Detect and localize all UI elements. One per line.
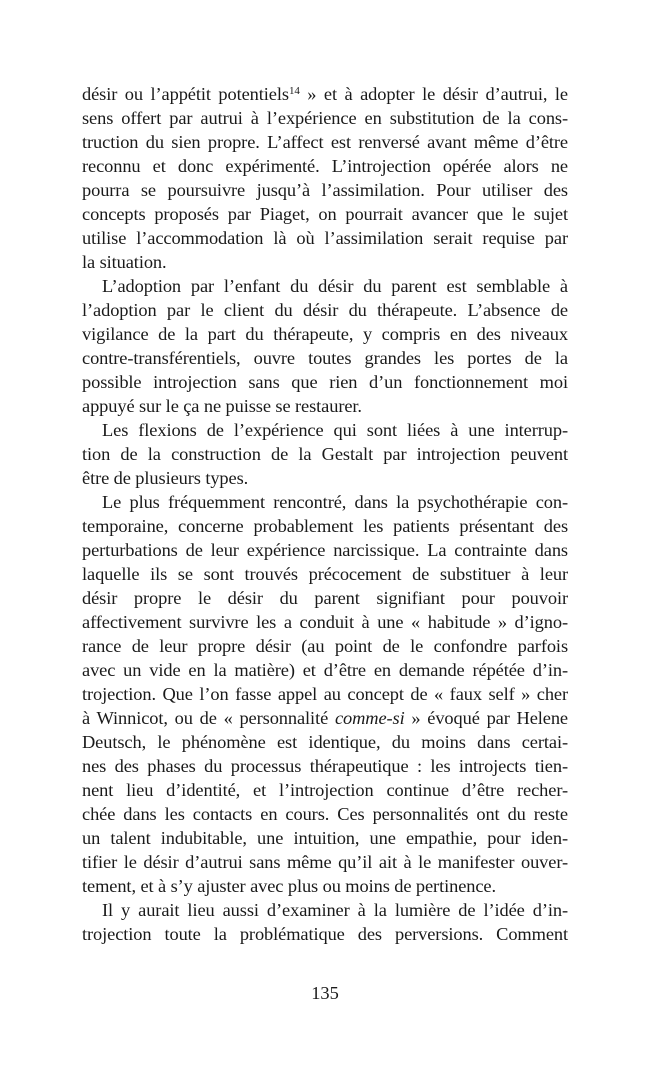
text-line: l’adoption par le client du désir du thérapeute. L’absence de bbox=[82, 300, 568, 320]
italic-term: comme-si bbox=[334, 708, 405, 728]
text-line: rance de leur propre désir (au point de le confondre parfois bbox=[82, 636, 568, 656]
text-line: contre-transférentiels, ouvre toutes grandes les portes de la bbox=[82, 348, 568, 368]
text-line: trojection toute la problématique des perversions. Comment bbox=[82, 924, 568, 944]
text-line: Les flexions de l’expérience qui sont liées à une interrup- bbox=[102, 420, 568, 440]
text-line: sens offert par autrui à l’expérience en substitution de la cons- bbox=[82, 108, 568, 128]
text-line: désir propre le désir du parent signifiant pour pouvoir bbox=[82, 588, 568, 608]
page-body bbox=[82, 82, 568, 946]
text-line: L’adoption par l’enfant du désir du parent est semblable à bbox=[102, 276, 568, 296]
text-line: reconnu et donc expérimenté. L’introjection opérée alors ne bbox=[82, 156, 568, 176]
text-line: temporaine, concerne probablement les patients présentant des bbox=[82, 516, 568, 536]
text-line: tement, et à s’y ajuster avec plus ou moins de pertinence. bbox=[82, 876, 496, 896]
text-line: pourra se poursuivre jusqu’à l’assimilation. Pour utiliser des bbox=[82, 180, 568, 200]
text-line: à Winnicot, ou de « personnalité comme-si » évoqué par Helene bbox=[82, 708, 568, 728]
text-line: avec un vide en la matière) et d’être en demande répétée d’in- bbox=[82, 660, 568, 680]
footnote-ref: 14 bbox=[288, 85, 300, 97]
text-line: perturbations de leur expérience narcissique. La contrainte dans bbox=[82, 540, 568, 560]
text-line: concepts proposés par Piaget, on pourrait avancer que le sujet bbox=[82, 204, 568, 224]
text-line: Le plus fréquemment rencontré, dans la psychothérapie con- bbox=[102, 492, 568, 512]
text-line: tifier le désir d’autrui sans même qu’il ait à le manifester ouver- bbox=[82, 852, 568, 872]
text-line: nes des phases du processus thérapeutique : les introjects tien- bbox=[82, 756, 568, 776]
text-line: nent lieu d’identité, et l’introjection continue d’être recher- bbox=[82, 780, 568, 800]
text-line: désir ou l’appétit potentiels$^{14}$ » et à adopter le désir d’autrui, le bbox=[82, 84, 568, 104]
text-line: un talent indubitable, une intuition, une empathie, pour iden- bbox=[82, 828, 568, 848]
page-number: 135 bbox=[311, 983, 339, 1003]
text-line: Il y aurait lieu aussi d’examiner à la lumière de l’idée d’in- bbox=[102, 900, 568, 920]
text-line: être de plusieurs types. bbox=[82, 468, 249, 488]
text-line: truction du sien propre. L’affect est renversé avant même d’être bbox=[82, 132, 568, 152]
text-line: la situation. bbox=[82, 252, 167, 272]
text-line: vigilance de la part du thérapeute, y compris en des niveaux bbox=[82, 324, 568, 344]
text-line: tion de la construction de la Gestalt par introjection peuvent bbox=[82, 444, 568, 464]
text-line: utilise l’accommodation là où l’assimilation serait requise par bbox=[82, 228, 568, 248]
text-line: Deutsch, le phénomène est identique, du moins dans certai- bbox=[82, 732, 568, 752]
text-line: appuyé sur le ça ne puisse se restaurer. bbox=[82, 396, 362, 416]
text-line: laquelle ils se sont trouvés précocement de substituer à leur bbox=[82, 564, 568, 584]
text-line: affectivement survivre les a conduit à une « habitude » d’igno- bbox=[82, 612, 568, 632]
text-line: possible introjection sans que rien d’un fonctionnement moi bbox=[82, 372, 568, 392]
text-line: trojection. Que l’on fasse appel au concept de « faux self » cher bbox=[82, 684, 568, 704]
text-line: chée dans les contacts en cours. Ces personnalités ont du reste bbox=[82, 804, 568, 824]
